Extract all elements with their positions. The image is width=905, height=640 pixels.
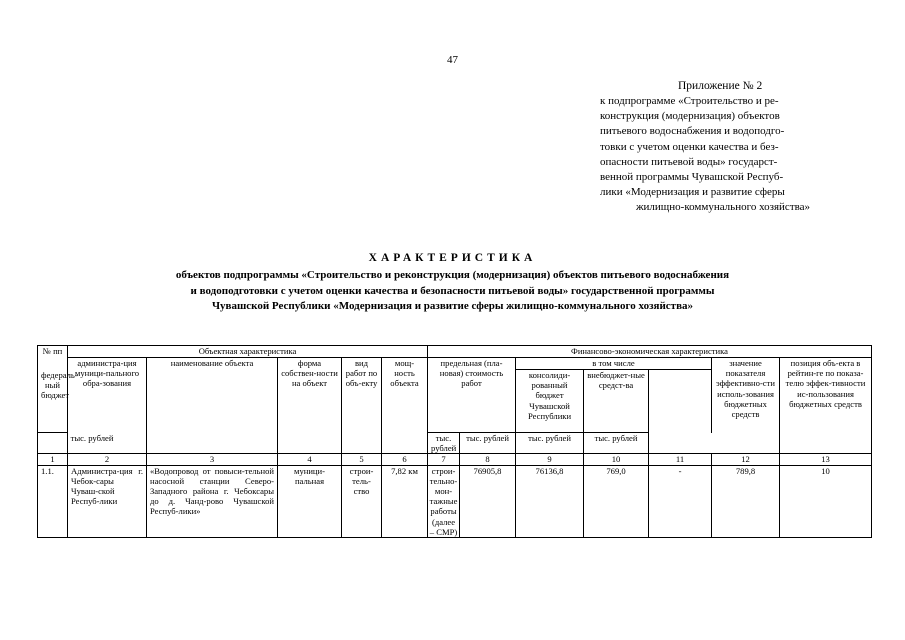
appendix-text (600, 94, 846, 216)
col-number: 12 (712, 454, 780, 465)
col-number: 4 (278, 454, 342, 465)
col-header-capacity: мощ-ность объекта (382, 358, 428, 454)
cell-work-type: строи-тель-ство (342, 465, 382, 537)
document-subtitle (0, 268, 905, 315)
subtitle-line: и водоподготовки с учетом оценки качества и безопасности питьевой воды» государственной программы (190, 284, 715, 297)
document-title: ХАРАКТЕРИСТИКА (368, 252, 537, 264)
cell-republic: 769,0 (584, 465, 649, 537)
page-number: 47 (447, 54, 458, 66)
cell-admin: Администра-ция г. Чебок-сары Чуваш-ской Респуб-лики (68, 465, 147, 537)
appendix-line: опасности питьевой воды» государст- (600, 155, 778, 168)
unit-cost: тыс. рублей (38, 433, 147, 454)
cell-name: «Водопровод от повыси-тельной насосной станции Северо-Западного района г. Чебоксары до д. Чанд-рово Чувашской Респуб-лики» (147, 465, 278, 537)
appendix-line: питьевого водоснабжения и водоподго- (600, 125, 785, 138)
col-header-extra: внебюджет-ные средст-ва (584, 370, 649, 433)
unit-republic: тыс. рублей (460, 433, 516, 454)
appendix-line: товки с учетом оценки качества и без- (600, 140, 779, 153)
appendix-line: жилищно-коммунального хозяйства» (635, 201, 811, 214)
col-number: 13 (780, 454, 872, 465)
appendix-line: к подпрограмме «Строительство и ре- (600, 95, 779, 107)
unit-extra: тыс. рублей (516, 433, 584, 454)
cell-pp: 1.1. (38, 465, 68, 537)
col-header-rating: позиция объ-екта в рейтин-ге по показа-телю эффек-тивности ис-пользования бюджетных средств (780, 358, 872, 454)
col-number: 3 (147, 454, 278, 465)
cell-rating: 10 (780, 465, 872, 537)
unit-indicator: тыс. рублей (584, 433, 649, 454)
col-number: 8 (460, 454, 516, 465)
group-header-object: Объектная характеристика (68, 346, 428, 358)
cell-cost: 76905,8 (460, 465, 516, 537)
cell-capacity: 7,82 км (382, 465, 428, 537)
col-header-in-total: в том числе (516, 358, 712, 370)
col-number: 11 (649, 454, 712, 465)
cell-cost-type: строи-тельно-мон-тажные работы (далее – СМР) (428, 465, 460, 537)
appendix-line: венной программы Чувашской Респуб- (600, 171, 784, 184)
appendix-line: конструкция (модернизация) объектов (600, 110, 780, 123)
table-row (38, 465, 872, 537)
cell-federal: 76136,8 (516, 465, 584, 537)
col-header-name: наименование объекта (147, 358, 278, 454)
appendix-title: Приложение № 2 (678, 80, 763, 92)
col-number: 9 (516, 454, 584, 465)
col-number: 5 (342, 454, 382, 465)
col-header-federal: федераль-ный бюджет (38, 370, 68, 433)
col-header-admin: администра-ция муници-пального обра-зования (68, 358, 147, 454)
cell-ownership: муници-пальная (278, 465, 342, 537)
appendix-line: лики «Модернизация и развитие сферы (600, 186, 785, 199)
col-header-republic: консолиди-рованный бюджет Чувашской Республики (516, 370, 584, 433)
col-header-indicator: значение показателя эффективно-сти исполь-зования бюджетных средств (712, 358, 780, 433)
col-number: 7 (428, 454, 460, 465)
col-number: 6 (382, 454, 428, 465)
col-number: 1 (38, 454, 68, 465)
col-header-work-type: вид работ по объ-екту (342, 358, 382, 454)
subtitle-line: Чувашской Республики «Модернизация и развитие сферы жилищно-коммунального хозяйства» (211, 300, 694, 312)
cell-extra: - (649, 465, 712, 537)
cell-indicator: 789,8 (712, 465, 780, 537)
unit-federal: тыс. рублей (428, 433, 460, 454)
objects-characteristics-table (37, 345, 872, 538)
group-header-finance: Финансово-экономическая характеристика (428, 346, 872, 358)
col-number: 2 (68, 454, 147, 465)
col-header-cost: предельная (пла-новая) стоимость работ (428, 358, 516, 433)
col-header-pp: № пп (38, 346, 68, 370)
col-number: 10 (584, 454, 649, 465)
subtitle-line: объектов подпрограммы «Строительство и реконструкция (модернизация) объектов питьевого водоснабжения (175, 269, 730, 281)
col-header-ownership: форма собствен-ности на объект (278, 358, 342, 454)
